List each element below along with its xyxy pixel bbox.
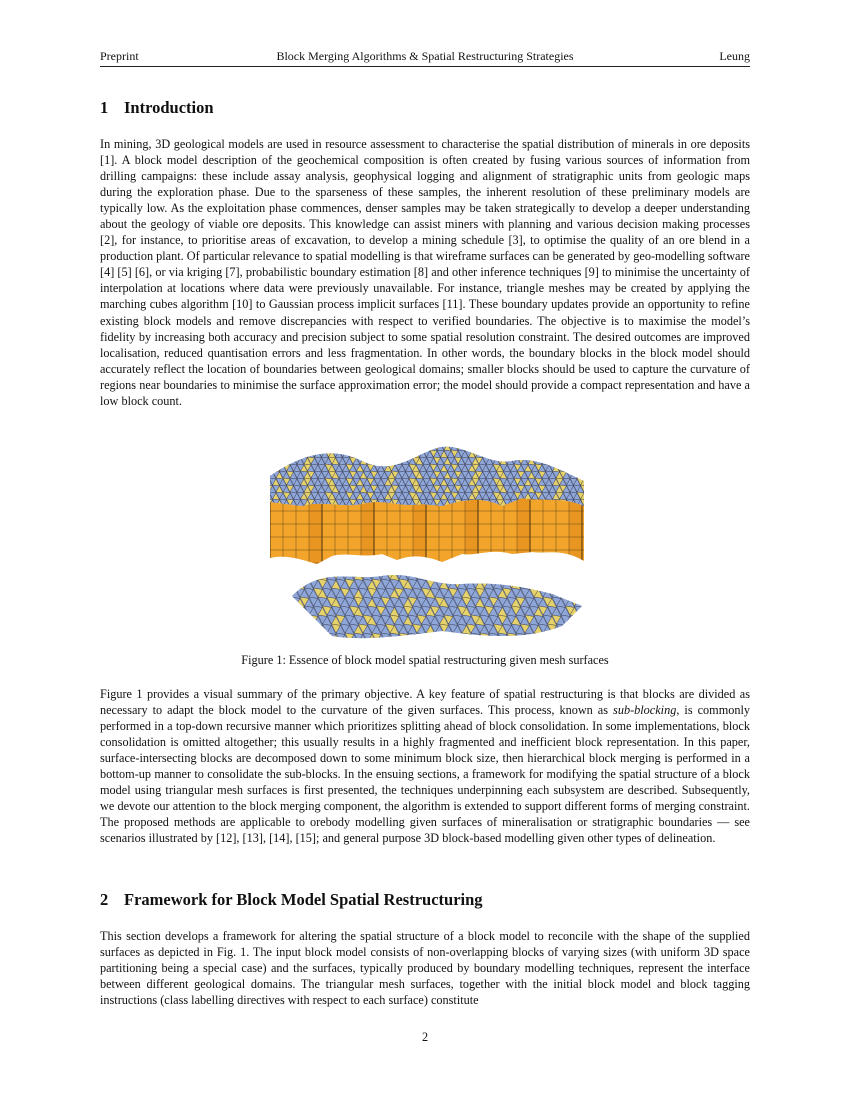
sub-blocking-term: sub-blocking (613, 703, 677, 718)
header-paper-title: Block Merging Algorithms & Spatial Restructuring Strategies (276, 49, 574, 63)
introduction-paragraph: In mining, 3D geological models are used in resource assessment to characterise the spatial distribution of minerals in ore deposits [1]. A block model description of the geochemical composition is often created by fusing various sources of information from drilling campaigns: these include assay analysis, geophysical logging and alignment of stratigraphic units from geologic maps during the exploration phase. Due to the sparseness of these samples, the inherent resolution of these preliminary models are typically low. As the exploitation phase commences, denser samples may be taken strategically to develop a deeper understanding about the geology of viable ore deposits. This knowledge can assist miners with planning and various decision making processes [2], for instance, to prioritise areas of excavation, to develop a mining schedule [3], to optimise the quality of an ore blend in a production plant. Of particular relevance to spatial modelling is that wireframe surfaces can be generated by geo-modelling software [4] [5] [6], or via kriging [7], probabilistic boundary estimation [8] and other inference techniques [9] to minimise the uncertainty of interpolation at locations where data were previously unavailable. For instance, triangle meshes may be created by applying the marching cubes algorithm [10] to Gaussian process implicit surfaces [11]. These boundary updates provide an opportunity to refine existing block models and remove discrepancies with respect to verified boundaries. The objective is to maximise the model’s fidelity by increasing both accuracy and precision subject to some spatial resolution constraint. The desired outcomes are improved localisation, reduced quantisation errors and less fragmentation. In other words, the boundary blocks in the block model should accurately reflect the location of boundaries between geological domains; smaller blocks should be used to capture the curvature of regions near boundaries to minimise the surface approximation error; the model should provide a compact representation and have a low block count. (100, 137, 750, 408)
block-model-illustration (262, 436, 592, 646)
header-divider (100, 66, 750, 67)
section-2-number: 2 (100, 890, 109, 909)
section-1-heading (100, 98, 214, 118)
framework-paragraph: This section develops a framework for altering the spatial structure of a block model to reconcile with the shape of the supplied surfaces as depicted in Fig. 1. The input block model consists of non-overlapping blocks of varying sizes (with uniform 3D space partitioning being a special case) and the surfaces, typically produced by boundary modelling techniques, represent the interface between different geological domains. The triangular mesh surfaces, together with the initial block model and block tagging instructions (class labelling directives with respect to each surface) constitute (100, 929, 750, 1008)
lower-mesh-surface (282, 561, 592, 646)
running-header (100, 48, 750, 64)
section-2-heading (100, 890, 483, 910)
section-1-number: 1 (100, 98, 109, 117)
summary-paragraph (100, 686, 750, 846)
section-2-title: Framework for Block Model Spatial Restructuring (124, 890, 483, 909)
section-1-title: Introduction (124, 98, 214, 117)
figure-1 (262, 436, 592, 646)
figure-1-caption: Figure 1: Essence of block model spatial restructuring given mesh surfaces (241, 653, 609, 667)
header-label-preprint: Preprint (100, 49, 139, 63)
summary-text-end: , is commonly performed in a top-down recursive manner which prioritizes splitting ahead of block consolidation. In some implementations, block consolidation is omitted altogether; this usually results in a highly fragmented and inefficient block representation. In this paper, surface-intersecting blocks are decomposed down to some minimum block size, then hierarchical block merging is performed in a bottom-up manner to consolidate the sub-blocks. In the ensuing sections, a framework for modifying the spatial structure of a block model using triangular mesh surfaces is first presented, the techniques underpinning each subsystem are described. Subsequently, we devote our attention to the block merging component, the algorithm is extended to support different forms of merging constraint. The proposed methods are applicable to orebody modelling given surfaces of mineralisation or stratigraphic boundaries — see scenarios illustrated by [12], [13], [14], [15]; and general purpose 3D block-based modelling given other types of delineation. (100, 703, 750, 846)
page-number: 2 (421, 1030, 429, 1044)
header-author: Leung (719, 49, 750, 63)
summary-text-start: Figure 1 provides a visual summary of the primary objective. A key feature of spatial restructuring is that blocks are divided as necessary to adapt the block model to the curvature of the given surfaces. This process, known as (100, 687, 750, 718)
